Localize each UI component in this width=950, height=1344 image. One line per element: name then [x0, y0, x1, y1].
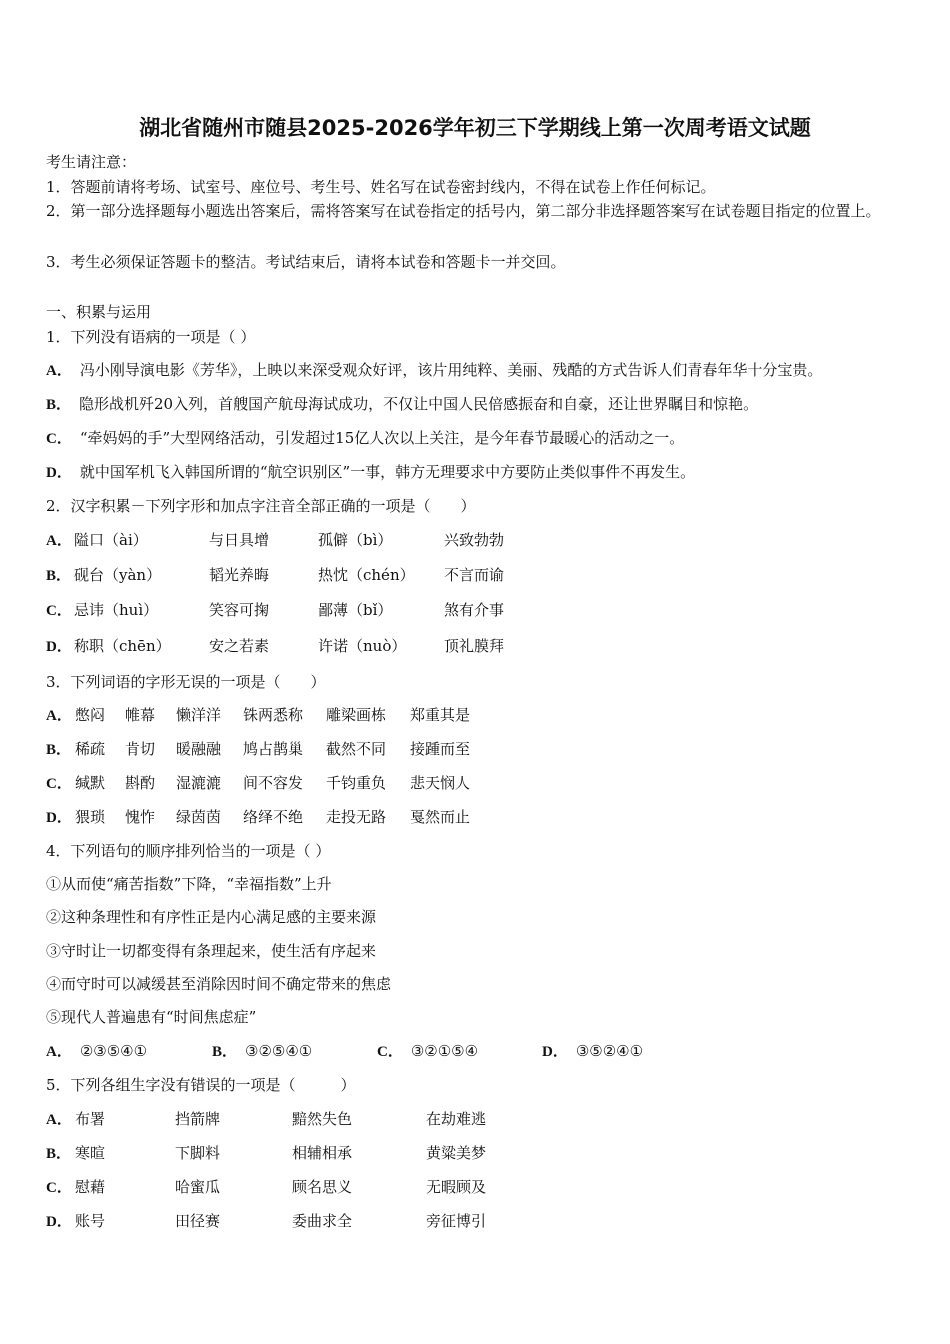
- q3-b-3: 暖融融: [176, 740, 222, 758]
- option-label: C．: [46, 431, 72, 447]
- q2-c-1: 忌讳（huì）: [74, 601, 159, 619]
- option-label: D．: [542, 1044, 568, 1060]
- q5-d-3: 委曲求全: [292, 1212, 353, 1230]
- q5-a-2: 挡箭牌: [175, 1110, 221, 1128]
- q5-d-4: 旁征博引: [426, 1212, 487, 1230]
- q3-c-6: 悲天悯人: [410, 774, 471, 792]
- q5-c-2: 哈蜜瓜: [175, 1178, 221, 1196]
- notice-item-3: 3．考生必须保证答题卡的整洁。考试结束后，请将本试卷和答题卡一并交回。: [46, 253, 566, 271]
- option-label: D．: [46, 1214, 72, 1230]
- q3-b-1: 稀疏: [75, 740, 106, 758]
- option-label: A．: [46, 1112, 72, 1128]
- q2-a-4: 兴致勃勃: [444, 531, 505, 549]
- q3-d-4: 络绎不绝: [243, 808, 304, 826]
- question-5-stem: 5．下列各组生字没有错误的一项是（ ）: [46, 1076, 356, 1094]
- page-title: 湖北省随州市随县2025-2026学年初三下学期线上第一次周考语文试题: [139, 116, 811, 140]
- q1-option-c: [46, 428, 684, 449]
- q4-sentence-3: ③守时让一切都变得有条理起来，使生活有序起来: [46, 942, 377, 960]
- option-label: A．: [46, 533, 72, 549]
- option-label: C．: [46, 776, 72, 792]
- q2-b-3: 热忱（chén）: [318, 566, 415, 584]
- option-label: B．: [46, 397, 72, 413]
- q2-b-1: 砚台（yàn）: [74, 566, 162, 584]
- q3-a-3: 懒洋洋: [176, 706, 222, 724]
- q5-d-1: 账号: [75, 1212, 106, 1230]
- q4-sentence-2: ②这种条理性和有序性正是内心满足感的主要来源: [46, 908, 377, 926]
- q3-c-4: 间不容发: [243, 774, 304, 792]
- option-label: B．: [46, 568, 72, 584]
- q3-b-4: 鸠占鹊巢: [243, 740, 304, 758]
- q5-a-1: 布署: [75, 1110, 106, 1128]
- q4-option-b: [212, 1041, 312, 1062]
- q2-c-2: 笑容可掬: [209, 601, 270, 619]
- option-label: D．: [46, 810, 72, 826]
- q3-b-5: 截然不同: [326, 740, 387, 758]
- notice-item-2: 2．第一部分选择题每小题选出答案后，需将答案写在试卷指定的括号内，第二部分非选择题答案写在试卷题目指定的位置上。: [46, 202, 881, 220]
- q2-d-1: 称职（chēn）: [74, 637, 171, 655]
- question-1-stem: 1．下列没有语病的一项是（ ）: [46, 328, 256, 346]
- q5-b-3: 相辅相承: [292, 1144, 353, 1162]
- q3-b-2: 肯切: [125, 740, 156, 758]
- q3-a-1: 憋闷: [75, 706, 106, 724]
- q2-d-2: 安之若素: [209, 637, 270, 655]
- q5-c-3: 顾名思义: [292, 1178, 353, 1196]
- option-label: A．: [46, 1044, 72, 1060]
- q4-sentence-1: ①从而使“痛苦指数”下降，“幸福指数”上升: [46, 875, 332, 893]
- option-text: “牵妈妈的手”大型网络活动，引发超过15亿人次以上关注，是今年春节最暖心的活动之一。: [79, 429, 685, 447]
- q3-a-2: 帷幕: [125, 706, 156, 724]
- q4-option-d: [542, 1041, 643, 1062]
- question-2-stem: 2．汉字积累－下列字形和加点字注音全部正确的一项是（ ）: [46, 497, 476, 515]
- q5-c-4: 无暇顾及: [426, 1178, 487, 1196]
- q2-b-2: 韬光养晦: [209, 566, 270, 584]
- notice-item-1: 1．答题前请将考场、试室号、座位号、考生号、姓名写在试卷密封线内，不得在试卷上作任何标记。: [46, 178, 716, 196]
- q2-c-4: 煞有介事: [444, 601, 505, 619]
- q5-d-2: 田径赛: [175, 1212, 221, 1230]
- option-label: B．: [212, 1044, 238, 1060]
- q4-option-c: [377, 1041, 478, 1062]
- q5-a-3: 黯然失色: [292, 1110, 353, 1128]
- q3-c-5: 千钧重负: [326, 774, 387, 792]
- option-label: B．: [46, 1146, 72, 1162]
- q2-d-4: 顶礼膜拜: [444, 637, 505, 655]
- q4-option-a: [46, 1041, 147, 1062]
- question-3-stem: 3．下列词语的字形无误的一项是（ ）: [46, 673, 326, 691]
- q4-sentence-5: ⑤现代人普遍患有“时间焦虑症”: [46, 1008, 257, 1026]
- option-text: ③②⑤④①: [245, 1042, 313, 1060]
- option-label: A．: [46, 708, 72, 724]
- q3-d-2: 愧怍: [125, 808, 156, 826]
- notice-heading: 考生请注意：: [46, 153, 137, 171]
- option-text: 就中国军机飞入韩国所谓的“航空识别区”一事，韩方无理要求中方要防止类似事件不再发生。: [79, 463, 696, 481]
- option-label: A．: [46, 363, 72, 379]
- option-label: C．: [46, 1180, 72, 1196]
- q5-b-4: 黄粱美梦: [426, 1144, 487, 1162]
- q1-option-d: [46, 462, 695, 483]
- q3-c-2: 斟酌: [125, 774, 156, 792]
- option-label: C．: [46, 603, 72, 619]
- q2-b-4: 不言而谕: [444, 566, 505, 584]
- option-label: D．: [46, 639, 72, 655]
- option-text: ②③⑤④①: [79, 1042, 148, 1060]
- question-4-stem: 4．下列语句的顺序排列恰当的一项是（ ）: [46, 842, 331, 860]
- option-label: D．: [46, 465, 72, 481]
- option-text: 冯小刚导演电影《芳华》，上映以来深受观众好评，该片用纯粹、美丽、残酷的方式告诉人们青春年华十分宝贵。: [79, 361, 823, 379]
- q3-d-5: 走投无路: [326, 808, 387, 826]
- q3-a-5: 雕梁画栋: [326, 706, 387, 724]
- q3-a-6: 郑重其是: [410, 706, 471, 724]
- q2-a-3: 孤僻（bì）: [318, 531, 393, 549]
- q5-b-2: 下脚料: [175, 1144, 221, 1162]
- q2-d-3: 许诺（nuò）: [318, 637, 407, 655]
- q2-a-1: 隘口（ài）: [74, 531, 148, 549]
- q4-sentence-4: ④而守时可以减缓甚至消除因时间不确定带来的焦虑: [46, 975, 392, 993]
- q3-c-3: 湿漉漉: [176, 774, 222, 792]
- q3-c-1: 缄默: [75, 774, 106, 792]
- q5-b-1: 寒暄: [75, 1144, 106, 1162]
- option-label: C．: [377, 1044, 403, 1060]
- q3-d-3: 绿茵茵: [176, 808, 222, 826]
- option-label: B．: [46, 742, 72, 758]
- q3-b-6: 接踵而至: [410, 740, 471, 758]
- q3-a-4: 铢两悉称: [243, 706, 304, 724]
- option-text: ③②①⑤④: [410, 1042, 479, 1060]
- option-text: 隐形战机歼20入列，首艘国产航母海试成功，不仅让中国人民倍感振奋和自豪，还让世界瞩目和惊艳。: [79, 395, 759, 413]
- q5-a-4: 在劫难逃: [426, 1110, 487, 1128]
- q2-a-2: 与日具增: [209, 531, 270, 549]
- section-heading: 一、积累与运用: [46, 303, 152, 321]
- option-text: ③⑤②④①: [575, 1042, 644, 1060]
- q3-d-6: 戛然而止: [410, 808, 471, 826]
- q1-option-a: [46, 360, 822, 381]
- q5-c-1: 慰藉: [75, 1178, 106, 1196]
- q3-d-1: 猥琐: [75, 808, 106, 826]
- q1-option-b: [46, 394, 758, 415]
- q2-c-3: 鄙薄（bǐ）: [318, 601, 393, 619]
